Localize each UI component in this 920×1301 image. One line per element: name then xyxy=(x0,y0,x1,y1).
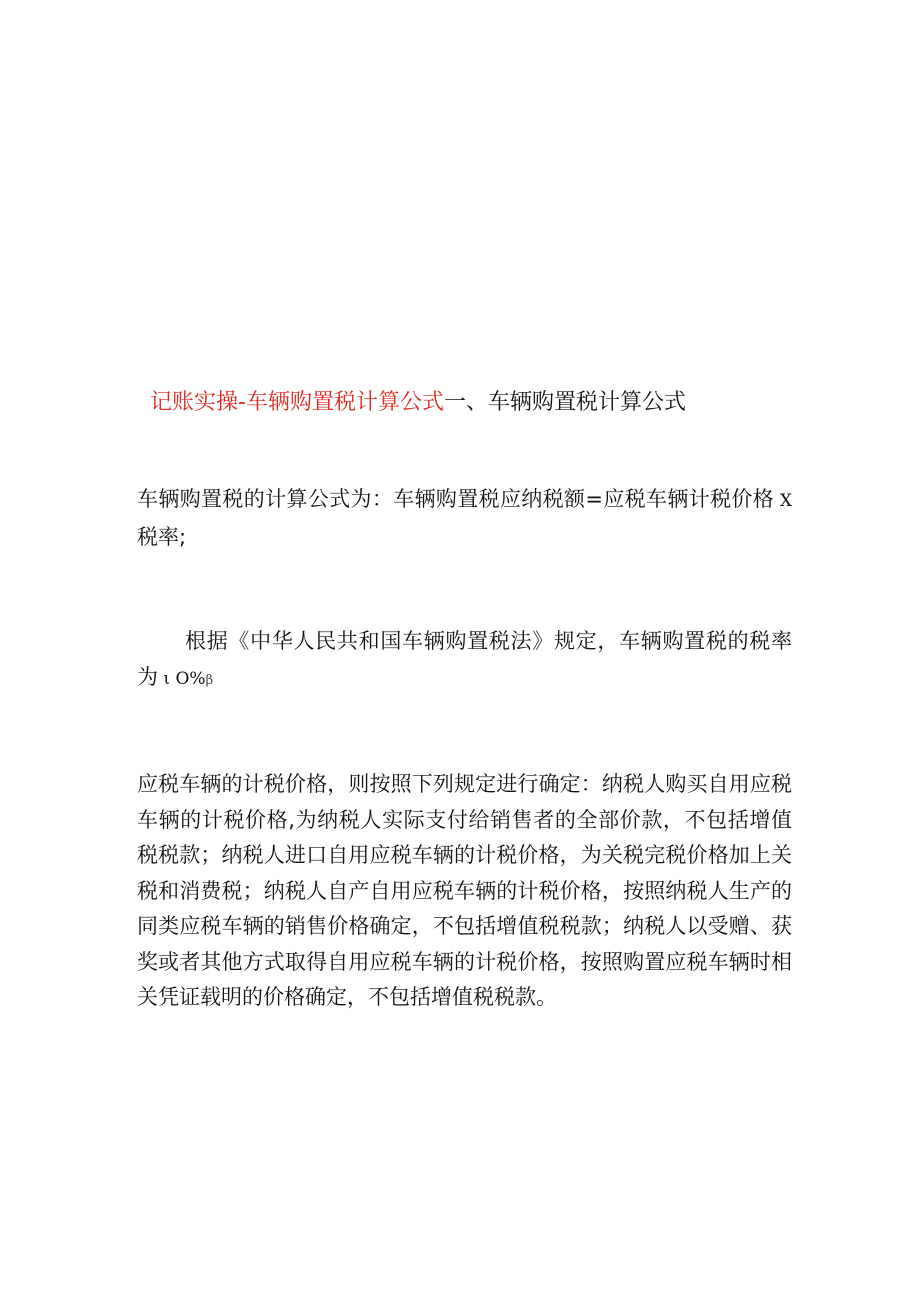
paragraph-formula xyxy=(137,482,792,555)
paragraph-taxable-price: 应税车辆的计税价格，则按照下列规定进行确定：纳税人购买自用应税车辆的计税价格,为纳税人实际支付给销售者的全部价款，不包括增值税税款；纳税人进口自用应税车辆的计税价格，为关税完税价格加上关税和消费税；纳税人自产自用应税车辆的计税价格，按照纳税人生产的同类应税车辆的销售价格确定，不包括增值税税款；纳税人以受赠、获奖或者其他方式取得自用应税车辆的计税价格，按照购置应税车辆时相关凭证载明的价格确定，不包括增值税税款。 xyxy=(137,772,792,1009)
title-black-part: 一、车辆购置税计算公式 xyxy=(443,390,686,415)
document-title xyxy=(150,386,686,420)
title-red-part: 记账实操-车辆购置税计算公式 xyxy=(150,390,444,415)
tax-rate-tail: β xyxy=(205,672,214,688)
formula-tail: 税率; xyxy=(137,524,187,549)
tax-rate-value: ι O% xyxy=(158,668,206,689)
formula-text: 车辆购置税的计算公式为：车辆购置税应纳税额=应税车辆计税价格 xyxy=(137,487,775,511)
paragraph-tax-rate xyxy=(137,624,792,698)
multiply-sign: X xyxy=(774,491,792,511)
tax-rate-text: 根据《中华人民共和国车辆购置税法》规定，车辆购置税的税率为 xyxy=(137,629,792,689)
